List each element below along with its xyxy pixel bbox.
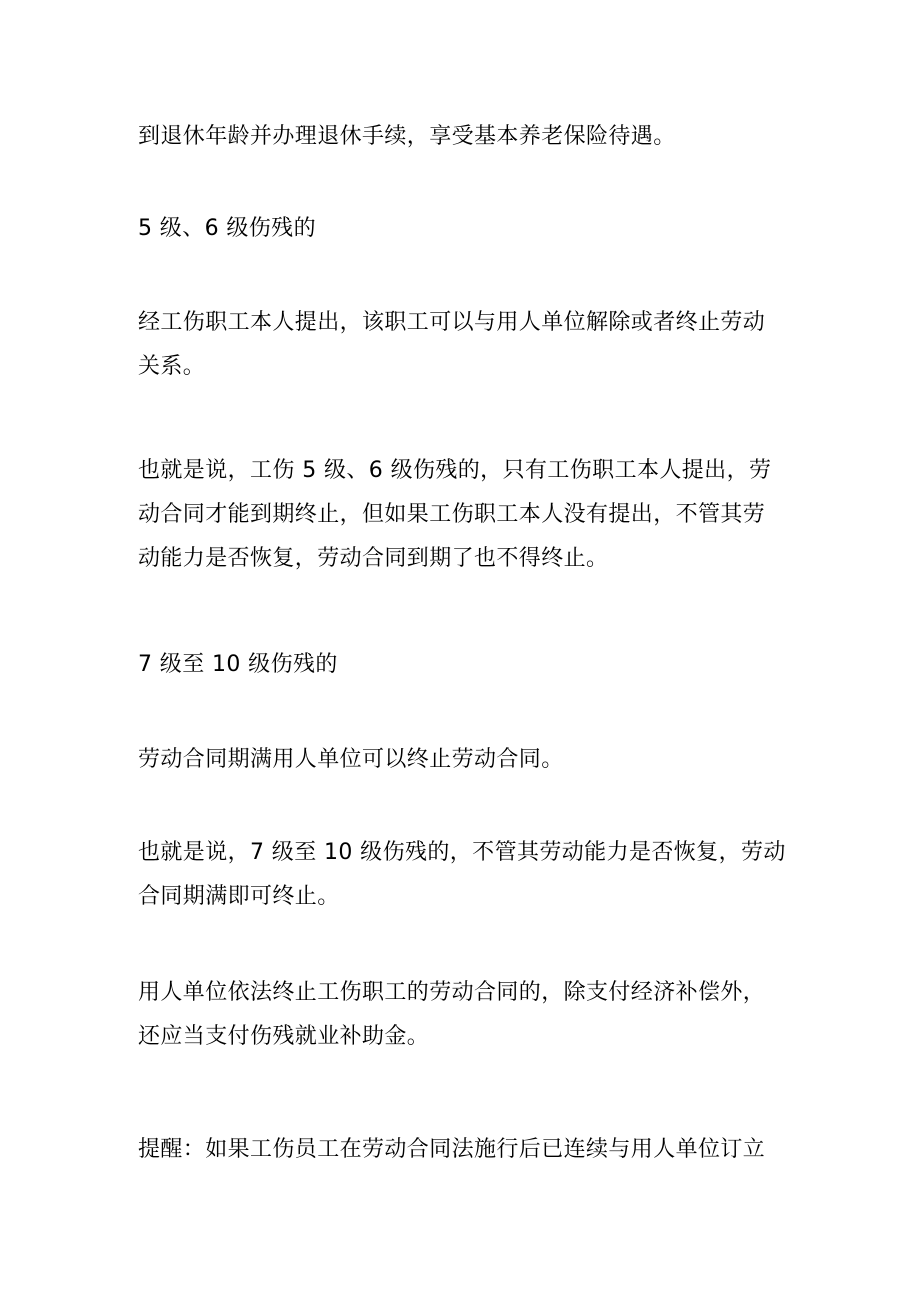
paragraph-subsidy <box>138 971 798 1059</box>
text-line: 提醒：如果工伤员工在劳动合同法施行后已连续与用人单位订立 <box>138 1137 766 1162</box>
text-line: 经工伤职工本人提出，该职工可以与用人单位解除或者终止劳动 <box>138 310 766 335</box>
text-line: 动能力是否恢复，劳动合同到期了也不得终止。 <box>138 546 609 571</box>
paragraph-contract-expiry <box>138 738 798 782</box>
text-line: 用人单位依法终止工伤职工的劳动合同的，除支付经济补偿外， <box>138 980 766 1005</box>
paragraph-reminder <box>138 1128 798 1172</box>
paragraph-employee-request <box>138 301 798 389</box>
heading-level-5-6-disability <box>138 207 798 251</box>
paragraph-explanation-5-6 <box>138 449 798 581</box>
text-line: 也就是说，7 级至 10 级伤残的，不管其劳动能力是否恢复，劳动 <box>138 840 786 865</box>
text-line: 合同期满即可终止。 <box>138 884 340 909</box>
text-line: 劳动合同期满用人单位可以终止劳动合同。 <box>138 747 564 772</box>
text-line: 到退休年龄并办理退休手续，享受基本养老保险待遇。 <box>138 124 676 149</box>
heading-line: 5 级、6 级伤残的 <box>138 216 316 241</box>
paragraph-explanation-7-10 <box>138 831 798 919</box>
text-line: 关系。 <box>138 354 206 379</box>
text-line: 还应当支付伤残就业补助金。 <box>138 1024 430 1049</box>
text-line: 动合同才能到期终止，但如果工伤职工本人没有提出，不管其劳 <box>138 502 766 527</box>
paragraph-retirement <box>138 115 798 159</box>
heading-line: 7 级至 10 级伤残的 <box>138 652 338 677</box>
text-line: 也就是说，工伤 5 级、6 级伤残的，只有工伤职工本人提出，劳 <box>138 458 772 483</box>
heading-level-7-10-disability <box>138 643 798 687</box>
